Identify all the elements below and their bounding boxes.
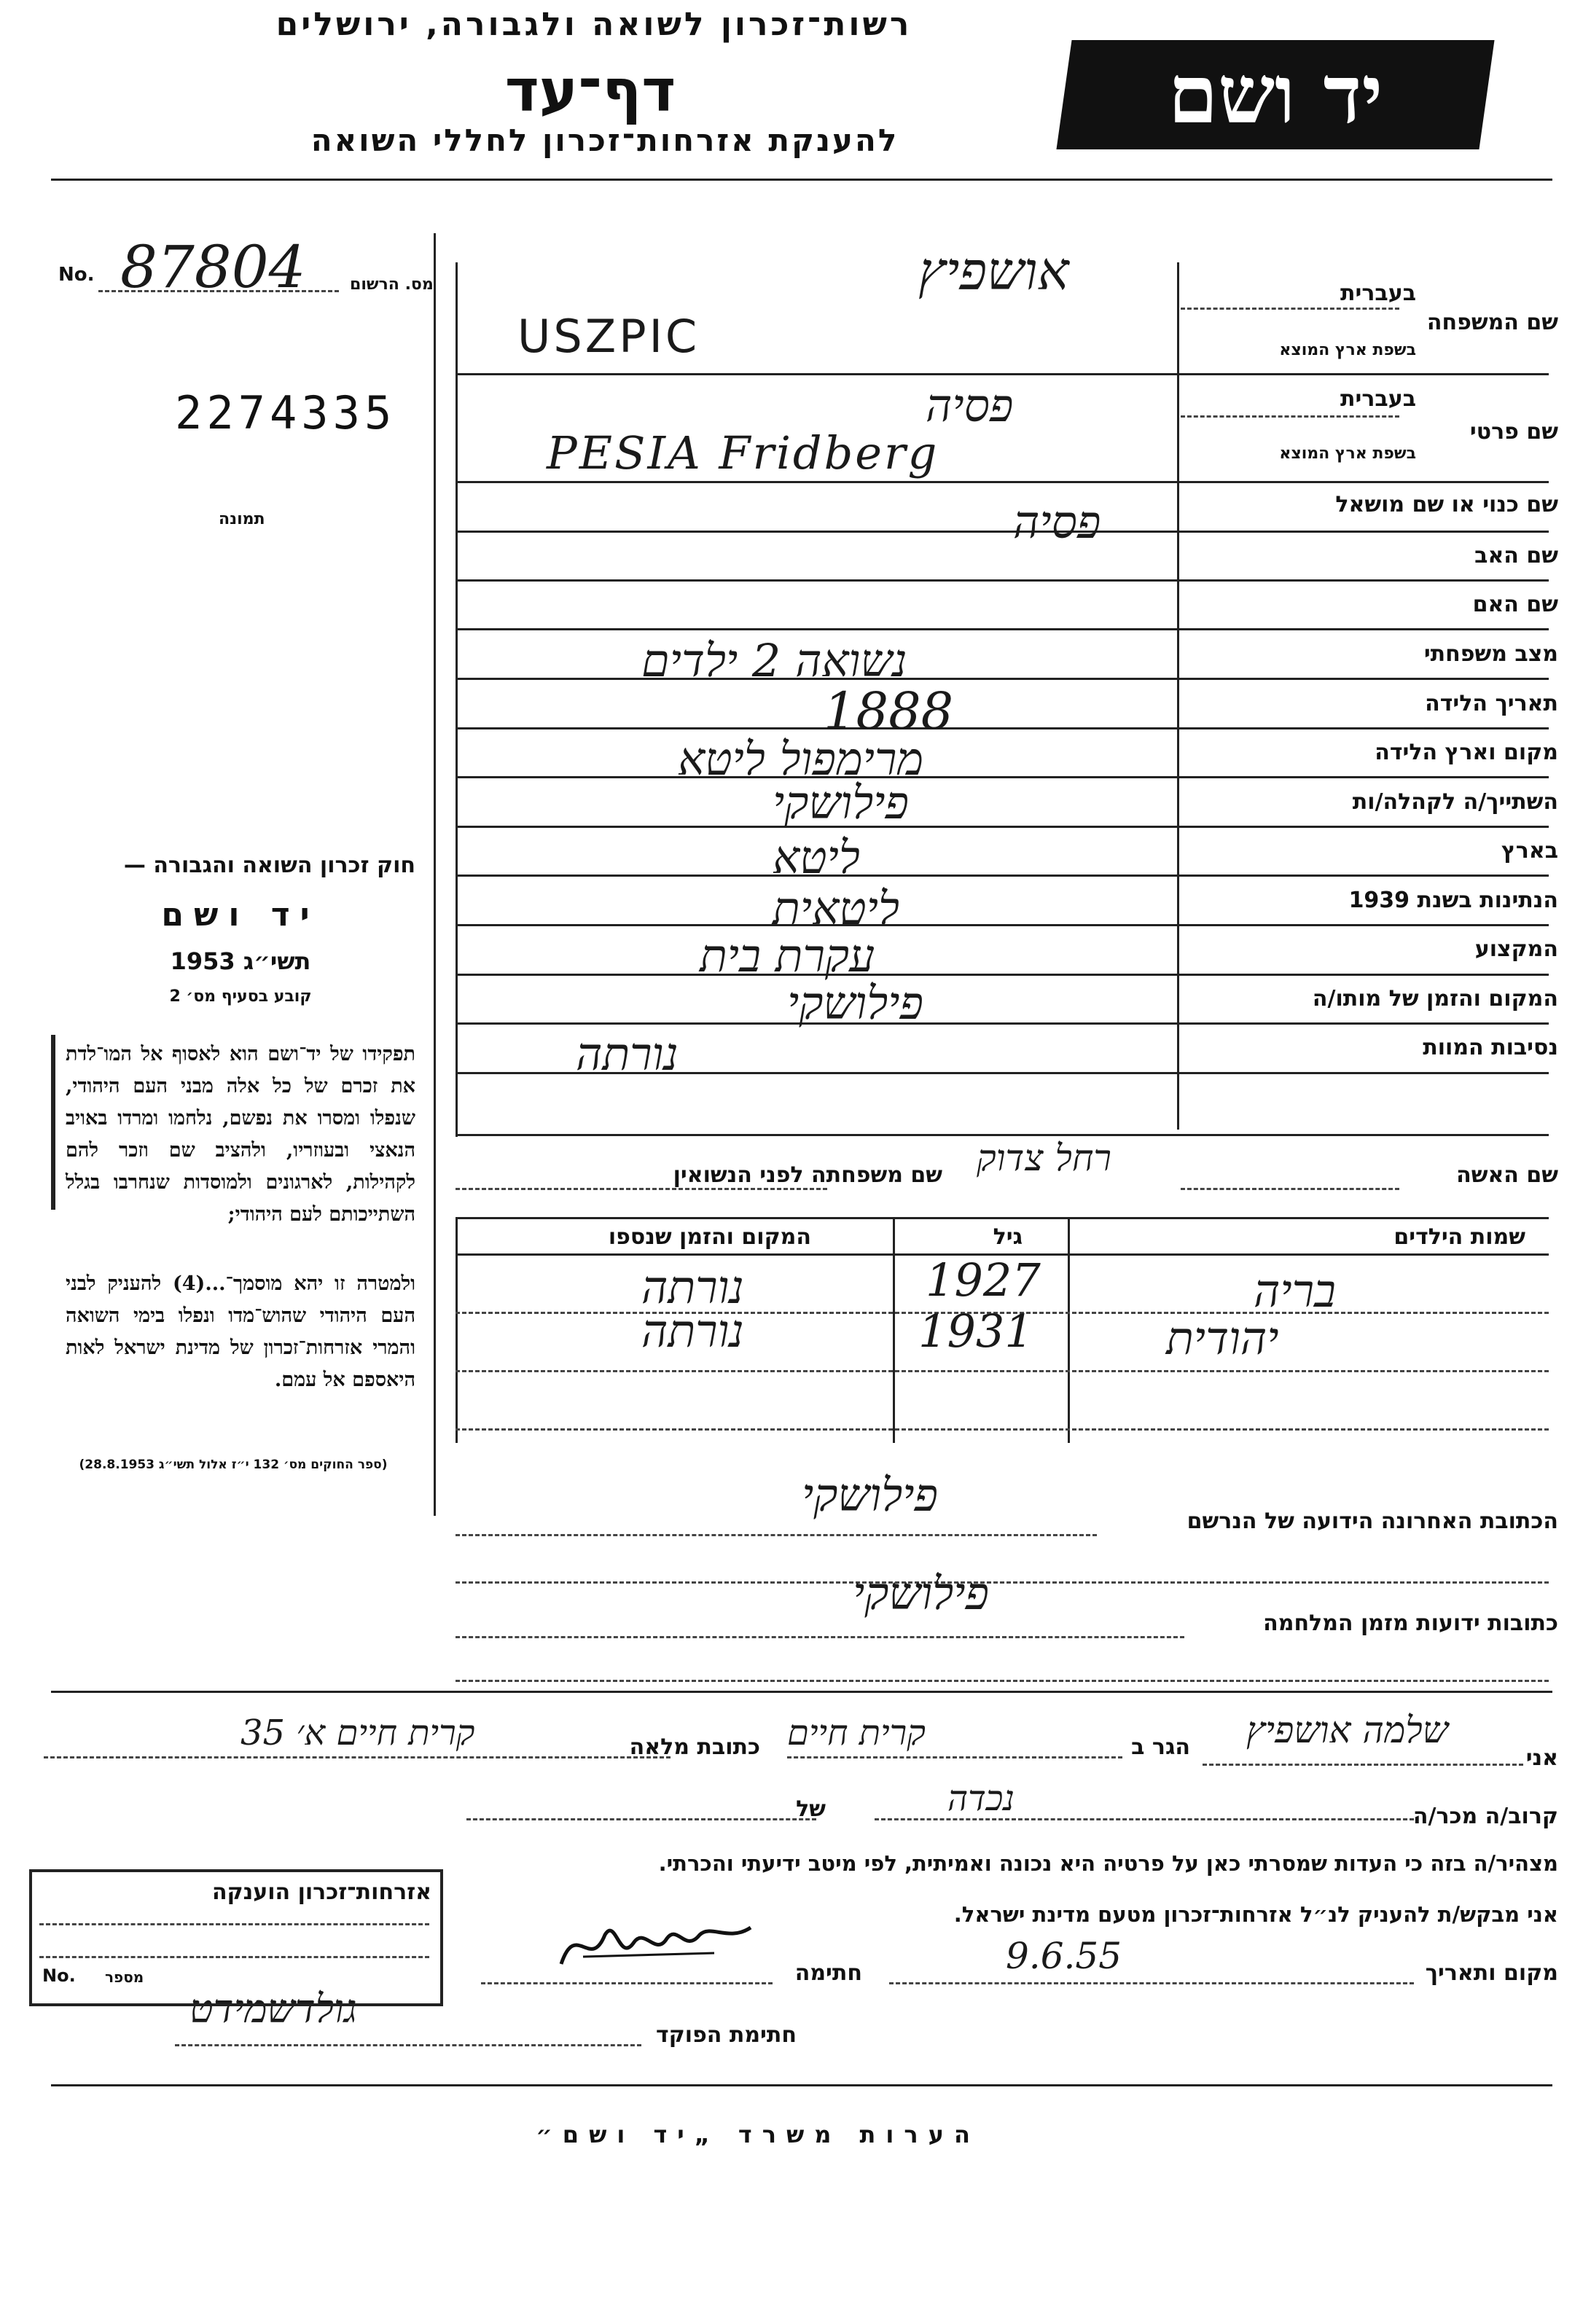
profession-value: עקרת בית [700, 929, 875, 982]
full-address-label: כתובת מלאה [629, 1734, 760, 1760]
form-subtitle: להענקת אזרחות־זכרון לחללי השואה [310, 122, 899, 158]
relative-label: קרוב/ה מכר/ה [1412, 1804, 1558, 1829]
birth-place-value: מרימפול ליטא [678, 732, 924, 786]
first-name-hebrew: פסיה [926, 379, 1014, 432]
officer-signature-value: גולדשמידט [189, 1986, 357, 2032]
registration-label: מס. הרשום [350, 275, 434, 294]
form-title: דף־עד [504, 57, 676, 125]
wife-name-label: שם האשה [1456, 1162, 1558, 1188]
law-name: יד ושם [161, 896, 320, 934]
citizenship-granted-box [29, 1869, 443, 2006]
declarant-label: אני [1525, 1745, 1558, 1771]
children-age-header: גיל [993, 1224, 1023, 1250]
birth-place-label: מקום וארץ הלידה [1375, 740, 1558, 765]
declaration-statement-1: מצהיר/ה בזה כי העדות שמסרתי כאן על פרטיה היא נכונה ואמיתית, לפי מיטב ידיעתי והכרתי. [658, 1851, 1558, 1876]
children-names-header: שמות הילדים [1393, 1224, 1525, 1250]
country-label: בארץ [1501, 838, 1558, 864]
death-circumstances-label: נסיבות המוות [1423, 1035, 1558, 1060]
citizenship-1939-label: הנתינות בשנת 1939 [1348, 888, 1558, 913]
full-address-value: קרית חיים א׳ 35 [241, 1713, 475, 1753]
first-name-label: שם פרטי [1469, 419, 1558, 445]
signature-scribble-icon [554, 1913, 758, 1979]
registration-no-label: No. [58, 264, 95, 286]
in-hebrew-label: בעברית [1340, 281, 1416, 306]
citizenship-1939-value: ליטאית [773, 882, 899, 935]
profession-label: המקצוע [1474, 936, 1558, 962]
in-hebrew-label-2: בעברית [1340, 386, 1416, 412]
marital-status-label: מצב משפחתי [1423, 641, 1558, 667]
signature-label: חתימה [794, 1960, 862, 1986]
community-label: השתייך/ה לקהלה/ות [1352, 789, 1558, 815]
family-name-hebrew: אושפיץ [918, 240, 1069, 302]
child-1-age: 1927 [926, 1253, 1041, 1307]
registration-number: 87804 [120, 233, 306, 301]
citizenship-granted-title: אזרחות־זכרון הוענקה [211, 1879, 431, 1905]
law-paragraph-2: ולמטרה זו יהא מוסמך־...(4) להעניק לבני העם היהודי שהוש־מדו ונפלו בימי השואה והמרי אזרחות־זכרון של מדינת ישראל לאות היאספם אל עמם. [66, 1272, 416, 1391]
birth-date-label: תאריך הלידה [1425, 691, 1558, 716]
in-origin-language-label-2: בשפת ארץ המוצא [1279, 445, 1416, 463]
place-date-label: מקום ותאריך [1425, 1960, 1558, 1986]
child-2-name: יהודית [1166, 1312, 1279, 1365]
header-authority: רשות־זכרון לשואה ולגבורה, ירושלים [275, 6, 912, 43]
office-remarks-label: הערות משרד „יד ושם״ [536, 2121, 980, 2148]
wife-name-value: רחל צדוק [977, 1137, 1111, 1179]
country-value: ליטא [773, 831, 860, 884]
nickname-label: שם כנוי או שם מושאל [1335, 492, 1558, 517]
child-1-place: נורתה [641, 1261, 744, 1314]
family-name-label: שם המשפחה [1426, 310, 1558, 335]
living-at-label: הגר ב [1131, 1734, 1190, 1760]
death-circumstances-value: נורתה [576, 1028, 679, 1081]
first-name-origin: PESIA Fridberg [547, 426, 939, 480]
logo-text: יד ושם [1168, 47, 1383, 141]
declarant-signature [554, 1913, 758, 1979]
relative-value: נכדה [947, 1778, 1015, 1819]
law-section: קובע בסעיף מס׳ 2 [169, 987, 312, 1006]
child-1-name: בריה [1254, 1264, 1336, 1318]
in-origin-language-label: בשפת ארץ המוצא [1279, 341, 1416, 359]
maiden-name-label: שם משפחתה לפני הנשואין [673, 1162, 942, 1188]
place-date-value: 9.6.55 [1006, 1935, 1122, 1977]
father-name-label: שם האב [1474, 543, 1558, 568]
citizenship-no-label: No. [42, 1965, 76, 1986]
law-footnote: (ספר החוקים מס׳ 132 י״ז אלול תשי״ג 28.8.1953) [79, 1458, 388, 1472]
law-year: תשי״ג 1953 [170, 947, 311, 975]
declaration-statement-2: אני מבקש/ת להעניק לנ״ל אזרחות־זכרון מטעם מדינת ישראל. [953, 1902, 1558, 1927]
citizenship-number-label: מספר [105, 1968, 144, 1986]
officer-signature-label: חתימת הפוקד [656, 2022, 797, 2048]
children-place-header: המקום והזמן שנספו [608, 1224, 811, 1250]
nickname-value: פסיה [1013, 496, 1101, 549]
declarant-name: שלמה אושפיץ [1246, 1709, 1449, 1751]
law-paragraph-1: תפקידו של יד־ושם הוא לאסוף אל המו־לדת את זכרם של כל אלה מבני העם היהודי, שנפלו ומסרו את נפשם, נלחמו ומרדו באויב הנאצי ובעוזריו, ולהציב שם וזכר להם לקהילות, לארגונים ולמוסדות שנחרבו בגלל השתייכותם לעם היהודי; [66, 1043, 415, 1226]
family-name-origin: USZPIC [517, 310, 700, 363]
law-title: חוק זכרון השואה והגבורה — [123, 853, 415, 878]
death-place-value: פילושקי [787, 977, 923, 1030]
child-2-place: נורתה [641, 1304, 744, 1358]
mother-name-label: שם האם [1472, 592, 1558, 617]
birth-date-value: 1888 [824, 681, 954, 741]
child-2-age: 1931 [918, 1304, 1033, 1358]
last-known-address-label: הכתובת האחרונה הידועה של הנרשם [1187, 1509, 1558, 1534]
last-known-address-value: פילושקי [802, 1468, 938, 1522]
community-value: פילושקי [773, 776, 909, 829]
living-at-value: קרית חיים [787, 1713, 926, 1753]
of-label: של [796, 1796, 826, 1822]
photo-label: תמונה [219, 510, 265, 528]
wartime-address-value: פילושקי [853, 1567, 989, 1620]
yad-vashem-logo [1056, 40, 1494, 149]
death-place-label: המקום והזמן של מותו/ה [1312, 986, 1558, 1012]
id-stamp: 2274335 [175, 386, 396, 439]
wartime-address-label: כתובות ידועות מזמן המלחמה [1263, 1611, 1558, 1636]
marital-status-value: נשואה 2 ילדים [641, 634, 907, 687]
